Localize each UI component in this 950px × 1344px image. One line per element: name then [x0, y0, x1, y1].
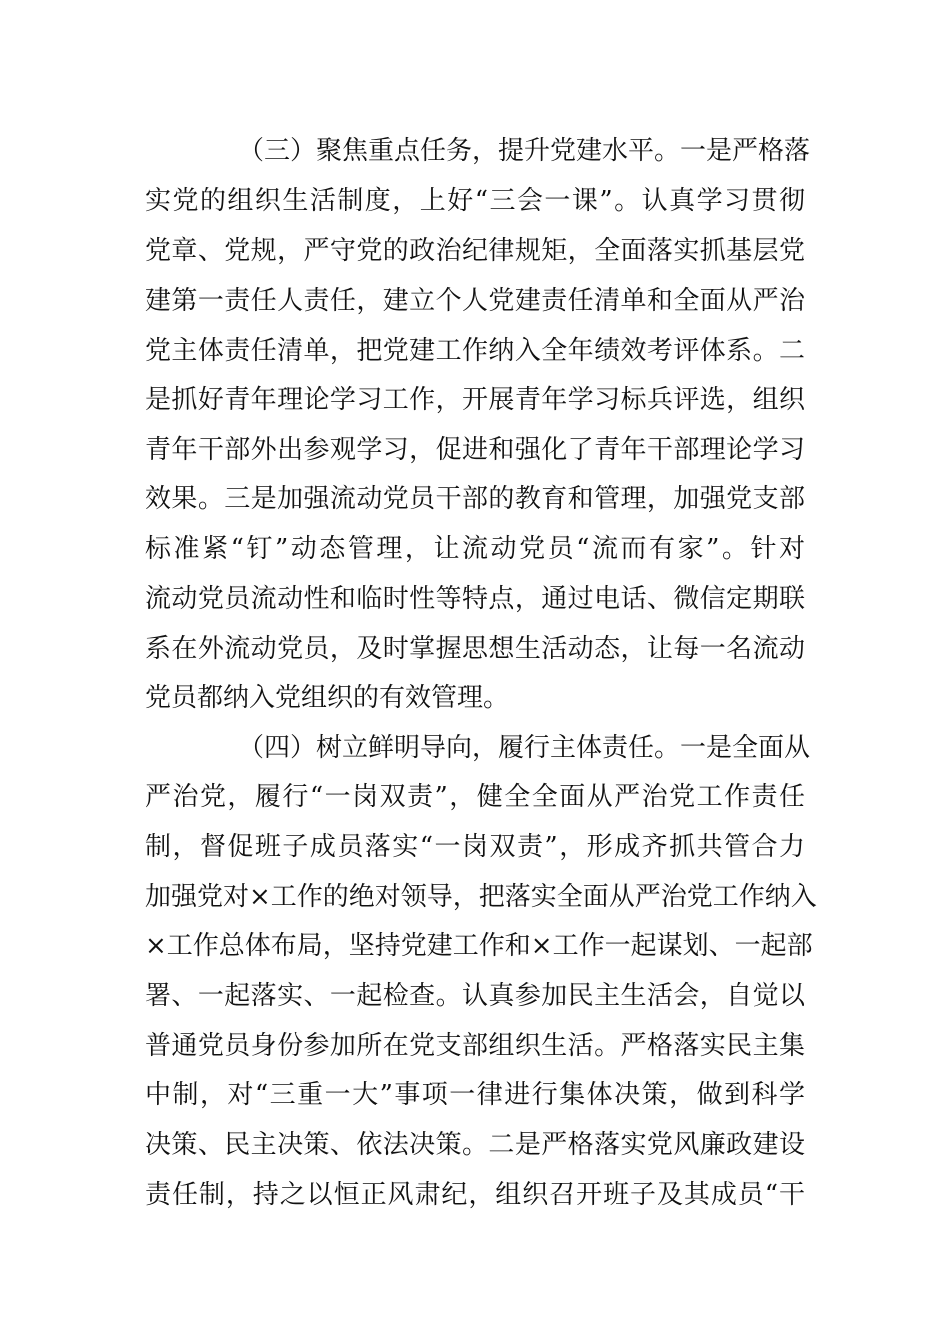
paragraph-4-line-3: 制，督促班子成员落实“一岗双责”，形成齐抓共管合力 — [145, 832, 805, 862]
paragraph-3-line-2: 实党的组织生活制度，上好“三会一课”。认真学习贯彻 — [145, 186, 805, 216]
paragraph-3-line-11: 系在外流动党员，及时掌握思想生活动态，让每一名流动 — [145, 634, 805, 664]
paragraph-3-line-1: （三）聚焦重点任务，提升党建水平。一是严格落 — [238, 136, 811, 166]
paragraph-4-line-7: 普通党员身份参加所在党支部组织生活。严格落实民主集 — [145, 1031, 805, 1061]
paragraph-4-line-4: 加强党对×工作的绝对领导，把落实全面从严治党工作纳入 — [145, 882, 817, 912]
paragraph-4-line-1: （四）树立鲜明导向，履行主体责任。一是全面从 — [238, 733, 811, 763]
paragraph-3-line-6: 是抓好青年理论学习工作，开展青年学习标兵评选，组织 — [145, 385, 805, 415]
paragraph-3-line-8: 效果。三是加强流动党员干部的教育和管理，加强党支部 — [145, 484, 805, 514]
paragraph-4-line-2: 严治党，履行“一岗双责”，健全全面从严治党工作责任 — [145, 782, 805, 812]
paragraph-4-line-6: 署、一起落实、一起检查。认真参加民主生活会，自觉以 — [145, 981, 805, 1011]
paragraph-3-line-10: 流动党员流动性和临时性等特点，通过电话、微信定期联 — [145, 584, 805, 614]
paragraph-3-line-3: 党章、党规，严守党的政治纪律规矩，全面落实抓基层党 — [145, 236, 805, 266]
paragraph-3-line-9: 标准紧“钉”动态管理，让流动党员“流而有家”。针对 — [145, 534, 805, 564]
paragraph-3-line-12: 党员都纳入党组织的有效管理。 — [145, 683, 510, 713]
paragraph-4-line-5: ×工作总体布局，坚持党建工作和×工作一起谋划、一起部 — [145, 931, 813, 961]
paragraph-3-line-4: 建第一责任人责任，建立个人党建责任清单和全面从严治 — [145, 286, 805, 316]
paragraph-4-line-9: 决策、民主决策、依法决策。二是严格落实党风廉政建设 — [145, 1130, 805, 1160]
paragraph-3-line-5: 党主体责任清单，把党建工作纳入全年绩效考评体系。二 — [145, 336, 805, 366]
paragraph-3-line-7: 青年干部外出参观学习，促进和强化了青年干部理论学习 — [145, 435, 805, 465]
paragraph-4-line-10: 责任制，持之以恒正风肃纪，组织召开班子及其成员“干 — [145, 1180, 805, 1210]
paragraph-4-line-8: 中制，对“三重一大”事项一律进行集体决策，做到科学 — [145, 1080, 805, 1110]
